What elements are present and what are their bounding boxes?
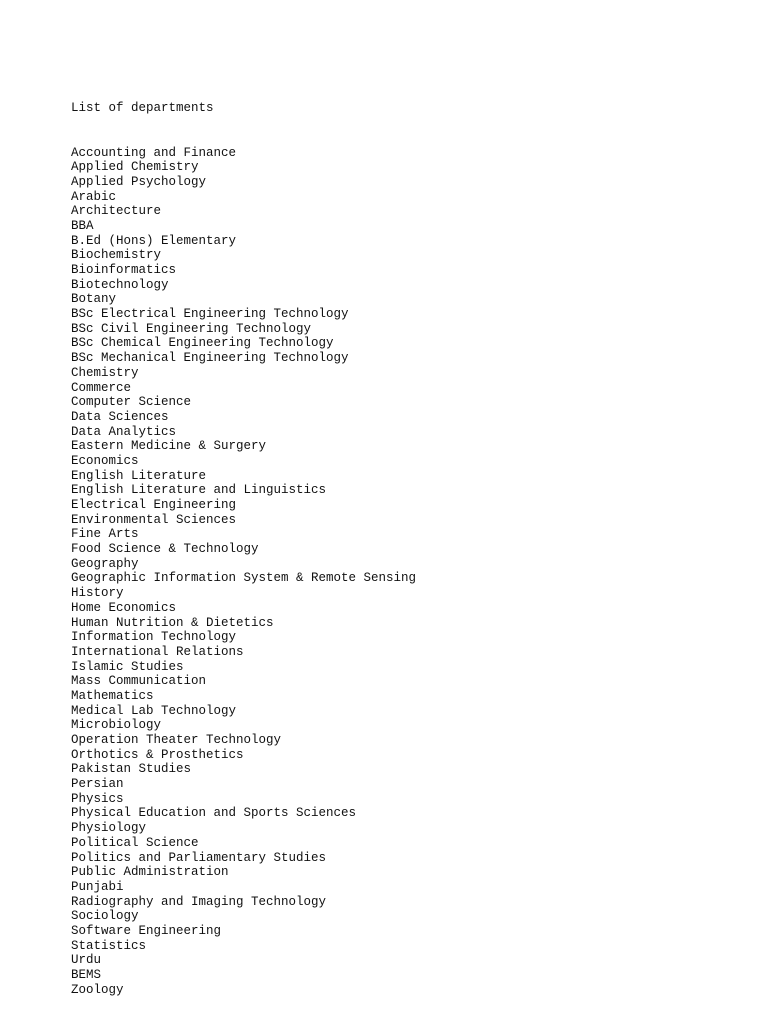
list-item: Human Nutrition & Dietetics — [71, 615, 274, 630]
list-item: Physics — [71, 791, 124, 806]
list-item: BBA — [71, 218, 94, 233]
list-item: Mass Communication — [71, 674, 207, 689]
document-title: List of departments — [71, 101, 214, 116]
list-item: Radiography and Imaging Technology — [71, 894, 327, 909]
department-list — [71, 146, 416, 998]
list-item: BSc Mechanical Engineering Technology — [71, 351, 349, 366]
list-item: Applied Psychology — [71, 174, 207, 189]
list-item: Electrical Engineering — [71, 498, 237, 512]
list-item: Food Science & Technology — [71, 542, 259, 557]
list-item: Economics — [71, 453, 139, 468]
list-item: Zoology — [71, 982, 124, 997]
list-item: Botany — [71, 292, 117, 307]
list-item: Urdu — [71, 953, 102, 968]
list-item: History — [71, 586, 124, 601]
list-item: Mathematics — [71, 688, 154, 703]
list-item: Microbiology — [71, 718, 162, 733]
list-item: Bioinformatics — [71, 263, 177, 277]
list-item: Geography — [71, 556, 139, 571]
list-item: Statistics — [71, 938, 147, 953]
list-item: Political Science — [71, 835, 199, 850]
list-item: Islamic Studies — [71, 659, 184, 674]
list-item: English Literature — [71, 468, 207, 483]
list-item: BSc Civil Engineering Technology — [71, 321, 312, 336]
list-item: Information Technology — [71, 630, 237, 645]
list-item: Data Sciences — [71, 409, 169, 424]
list-item: Arabic — [71, 189, 117, 204]
list-item: Operation Theater Technology — [71, 733, 282, 747]
list-item: BEMS — [71, 968, 102, 982]
list-item: Sociology — [71, 909, 139, 924]
list-item: Computer Science — [71, 395, 192, 410]
list-item: Accounting and Finance — [71, 145, 237, 160]
list-item: B.Ed (Hons) Elementary — [71, 233, 237, 248]
list-item: Architecture — [71, 204, 162, 219]
list-item: English Literature and Linguistics — [71, 483, 327, 498]
list-item: Politics and Parliamentary Studies — [71, 850, 327, 865]
list-item: Environmental Sciences — [71, 512, 237, 527]
list-item: Software Engineering — [71, 923, 222, 938]
list-item: Eastern Medicine & Surgery — [71, 439, 267, 454]
list-item: Commerce — [71, 380, 132, 395]
list-item: BSc Electrical Engineering Technology — [71, 307, 349, 322]
list-item: Applied Chemistry — [71, 160, 199, 175]
list-item: International Relations — [71, 644, 244, 659]
list-item: Orthotics & Prosthetics — [71, 747, 244, 762]
list-item: Home Economics — [71, 600, 177, 615]
document-page — [71, 72, 416, 1012]
list-item: Biotechnology — [71, 277, 169, 292]
list-item: Fine Arts — [71, 527, 139, 542]
list-item: Pakistan Studies — [71, 762, 192, 777]
list-item: Public Administration — [71, 865, 229, 880]
list-item: Biochemistry — [71, 248, 162, 263]
list-item: BSc Chemical Engineering Technology — [71, 336, 334, 351]
list-item: Physical Education and Sports Sciences — [71, 806, 357, 821]
list-item: Physiology — [71, 821, 147, 836]
list-item: Medical Lab Technology — [71, 703, 237, 718]
list-item: Geographic Information System & Remote Sensing — [71, 571, 417, 586]
list-item: Chemistry — [71, 365, 139, 380]
list-item: Data Analytics — [71, 424, 177, 439]
list-item: Persian — [71, 777, 124, 792]
list-item: Punjabi — [71, 879, 124, 894]
